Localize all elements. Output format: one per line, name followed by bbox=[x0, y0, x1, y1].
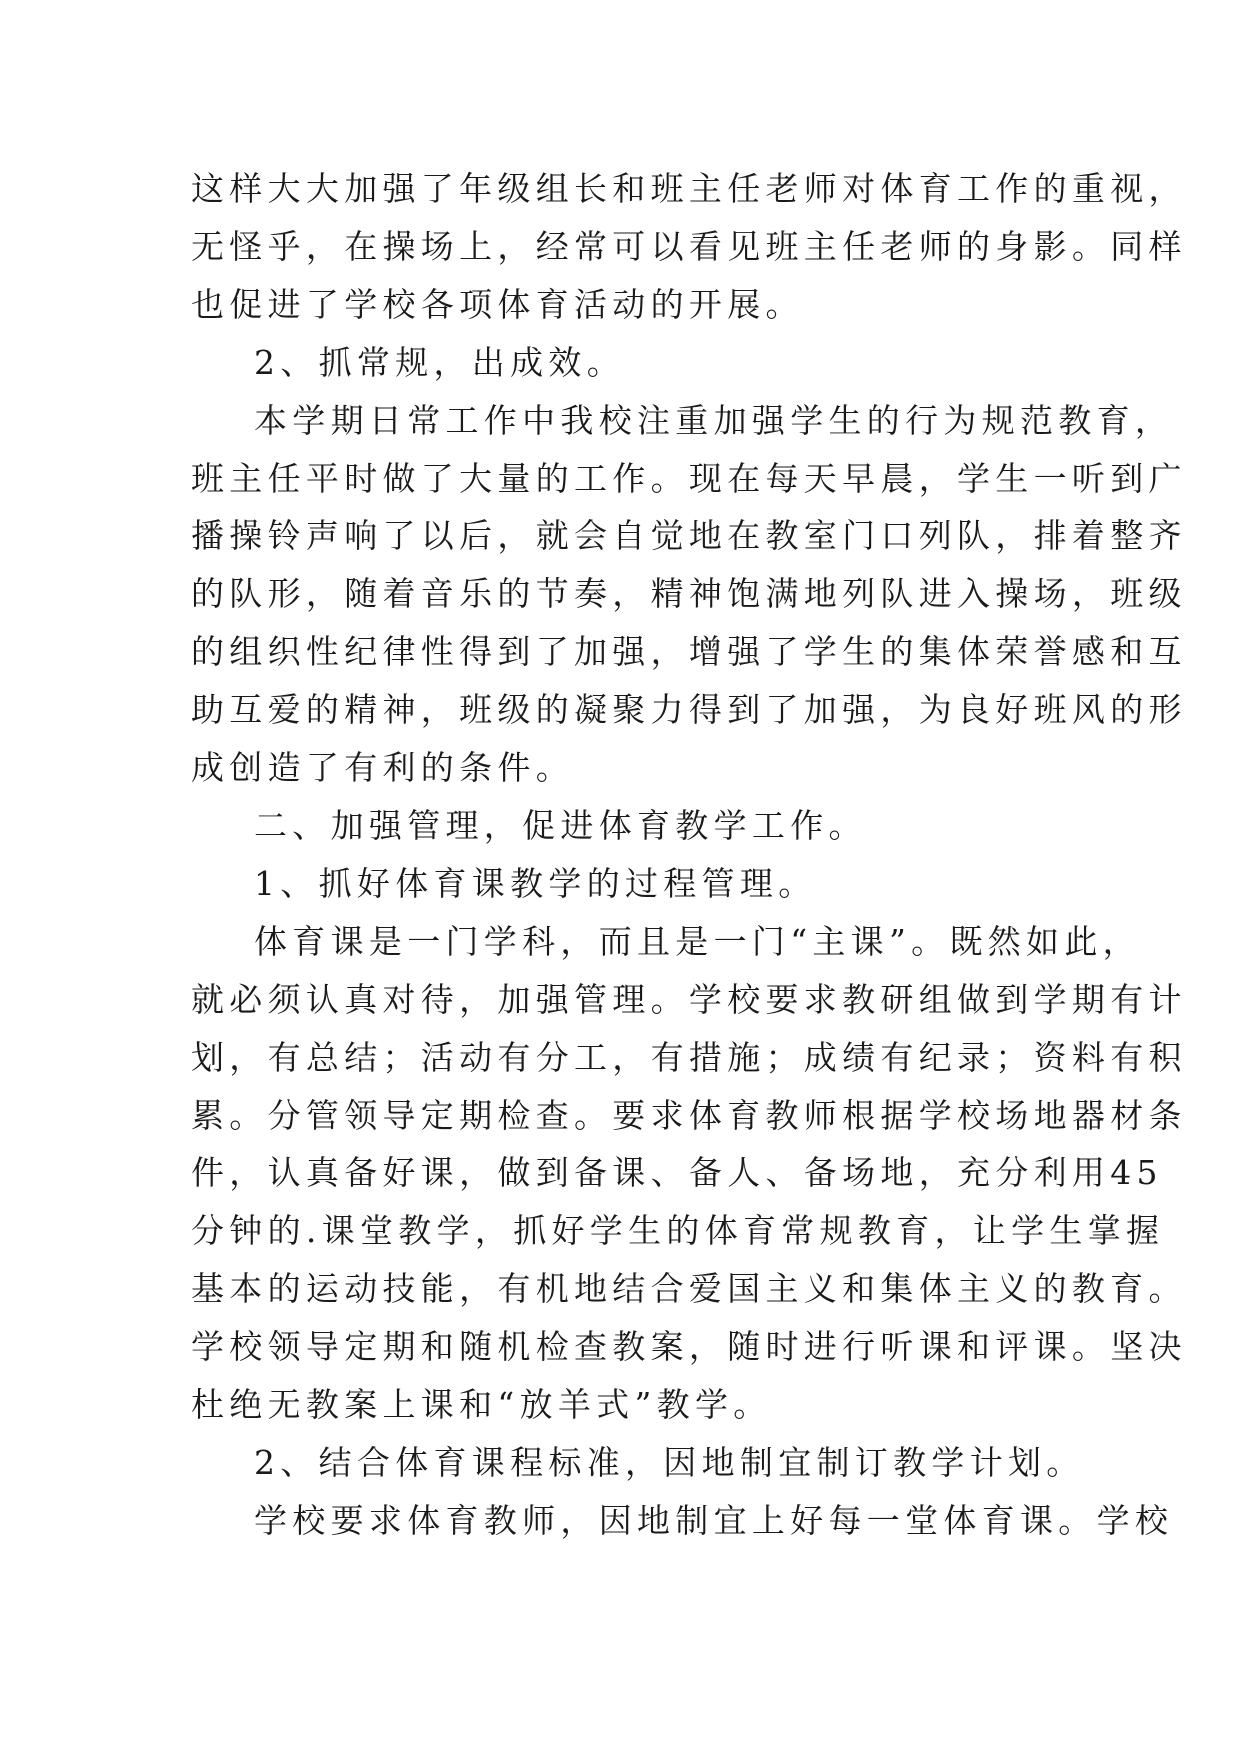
text-line: 助互爱的精神，班级的凝聚力得到了加强，为良好班风的形 bbox=[191, 690, 1187, 730]
text-line: 无怪乎，在操场上，经常可以看见班主任老师的身影。同样 bbox=[191, 226, 1187, 266]
paragraph bbox=[191, 797, 1051, 855]
text-line: 1、抓好体育课教学的过程管理。 bbox=[254, 863, 817, 903]
text-line: 这样大大加强了年级组长和班主任老师对体育工作的重视， bbox=[191, 169, 1187, 208]
text-line: 学校领导定期和随机检查教案，随时进行听课和评课。坚决 bbox=[191, 1327, 1187, 1367]
paragraph bbox=[191, 160, 1187, 334]
text-line: 班主任平时做了大量的工作。现在每天早晨，学生一听到广 bbox=[191, 458, 1187, 498]
text-line: 的组织性纪律性得到了加强，增强了学生的集体荣誉感和互 bbox=[191, 632, 1187, 672]
text-line: 分钟的.课堂教学，抓好学生的体育常规教育，让学生掌握 bbox=[191, 1211, 1165, 1251]
document-body bbox=[191, 160, 1187, 1550]
text-line: 播操铃声响了以后，就会自觉地在教室门口列队，排着整齐 bbox=[191, 516, 1187, 556]
text-line: 累。分管领导定期检查。要求体育教师根据学校场地器材条 bbox=[191, 1095, 1187, 1135]
text-line: 件，认真备好课，做到备课、备人、备场地，充分利用45 bbox=[191, 1153, 1163, 1193]
text-line: 的队形，随着音乐的节奏，精神饱满地列队进入操场，班级 bbox=[191, 574, 1187, 614]
paragraph bbox=[191, 392, 1187, 797]
paragraph bbox=[191, 1434, 1085, 1492]
text-line: 本学期日常工作中我校注重加强学生的行为规范教育， bbox=[254, 400, 1174, 440]
text-line: 也促进了学校各项体育活动的开展。 bbox=[191, 284, 804, 324]
text-line: 2、结合体育课程标准，因地制宜制订教学计划。 bbox=[254, 1442, 1085, 1482]
paragraph bbox=[191, 334, 1051, 392]
text-line: 二、加强管理，促进体育教学工作。 bbox=[254, 805, 867, 845]
text-line: 2、抓常规，出成效。 bbox=[254, 342, 625, 382]
text-line: 学校要求体育教师，因地制宜上好每一堂体育课。学校 bbox=[254, 1500, 1174, 1540]
paragraph bbox=[191, 1492, 1174, 1550]
text-line: 基本的运动技能，有机地结合爱国主义和集体主义的教育。 bbox=[191, 1269, 1187, 1309]
text-line: 成创造了有利的条件。 bbox=[191, 748, 574, 788]
text-line: 就必须认真对待，加强管理。学校要求教研组做到学期有计 bbox=[191, 979, 1187, 1019]
text-line: 体育课是一门学科，而且是一门“主课”。既然如此， bbox=[254, 921, 1141, 961]
paragraph bbox=[191, 855, 1051, 913]
text-line: 划，有总结；活动有分工，有措施；成绩有纪录；资料有积 bbox=[191, 1037, 1187, 1077]
paragraph bbox=[191, 913, 1187, 1434]
text-line: 杜绝无教案上课和“放羊式”教学。 bbox=[191, 1385, 772, 1425]
